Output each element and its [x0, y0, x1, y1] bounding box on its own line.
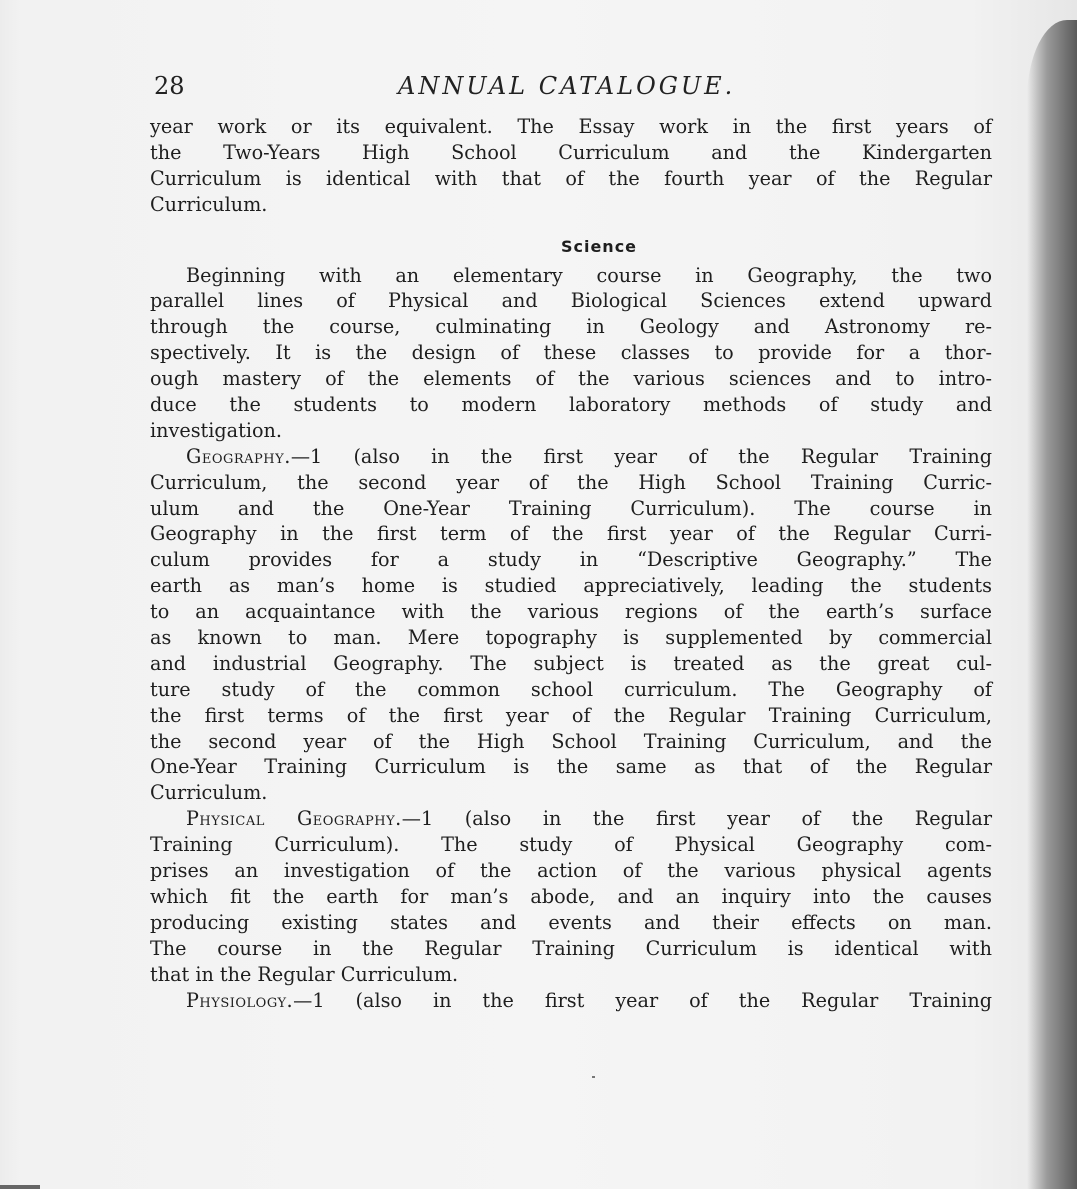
geography-term: Geography. [186, 444, 291, 468]
geography-line: and industrial Geography. The subject is treated as the great cul- [150, 651, 992, 675]
physical-geography-term: Physical Geography. [186, 807, 402, 831]
section-heading-science: Science [560, 236, 638, 256]
page-body [150, 114, 992, 1013]
science-line: duce the students to modern laboratory methods of study and [150, 393, 992, 417]
physical-geography-first-line-text: —1 (also in the first year of the Regular [401, 807, 992, 831]
geography-line: One-Year Training Curriculum is the same as that of the Regular [150, 755, 992, 779]
page-edge-mark [0, 1185, 40, 1189]
geography-line: Geography in the first term of the first year of the Regular Curri- [150, 522, 992, 546]
page-number: 28 [154, 72, 185, 100]
science-line: spectively. It is the design of these classes to provide for a thor- [150, 341, 992, 365]
geography-line: as known to man. Mere topography is supplemented by commercial [150, 626, 992, 650]
science-line: ough mastery of the elements of the various sciences and to intro- [150, 367, 992, 391]
physiology-term: Physiology. [186, 988, 294, 1012]
physical-geography-first-line [150, 806, 992, 832]
science-line: through the course, culminating in Geology and Astronomy re- [150, 315, 992, 339]
science-line: parallel lines of Physical and Biological Sciences extend upward [150, 289, 992, 313]
intro-line: Curriculum. [150, 192, 268, 216]
geography-line: ture study of the common school curriculum. The Geography of [150, 677, 992, 701]
geography-line: to an acquaintance with the various regions of the earth’s surface [150, 600, 992, 624]
physical-geography-line: Training Curriculum). The study of Physical Geography com- [150, 833, 992, 857]
intro-line: the Two-Years High School Curriculum and the Kindergarten [150, 140, 992, 164]
physical-geography-line: producing existing states and events and their effects on man. [150, 910, 992, 934]
geography-first-line-text: —1 (also in the first year of the Regular Training [290, 444, 992, 468]
physiology-first-line-text: —1 (also in the first year of the Regular Training [293, 988, 992, 1012]
geography-line: ulum and the One-Year Training Curriculum). The course in [150, 496, 992, 520]
geography-first-line [150, 444, 992, 470]
science-line: Beginning with an elementary course in Geography, the two [186, 263, 992, 287]
geography-line: earth as man’s home is studied appreciatively, leading the students [150, 574, 992, 598]
physical-geography-line: which fit the earth for man’s abode, and an inquiry into the causes [150, 884, 992, 908]
geography-line: culum provides for a study in “Descriptive Geography.” The [150, 548, 992, 572]
geography-line: Curriculum, the second year of the High School Training Curric- [150, 470, 992, 494]
physiology-first-line [150, 988, 992, 1014]
geography-line: the first terms of the first year of the Regular Training Curriculum, [150, 703, 992, 727]
physical-geography-line: prises an investigation of the action of the various physical agents [150, 859, 992, 883]
paper-speck [592, 1076, 595, 1078]
geography-line: Curriculum. [150, 781, 268, 805]
physical-geography-line: The course in the Regular Training Curriculum is identical with [150, 936, 992, 960]
intro-line: Curriculum is identical with that of the fourth year of the Regular [150, 166, 992, 190]
page-header [150, 72, 990, 112]
running-title: ANNUAL CATALOGUE. [398, 72, 736, 100]
geography-line: the second year of the High School Training Curriculum, and the [150, 729, 992, 753]
intro-line: year work or its equivalent. The Essay work in the first years of [150, 115, 992, 138]
science-line: investigation. [150, 418, 282, 442]
book-binding-shadow [1027, 20, 1077, 1189]
physical-geography-line: that in the Regular Curriculum. [150, 962, 459, 986]
